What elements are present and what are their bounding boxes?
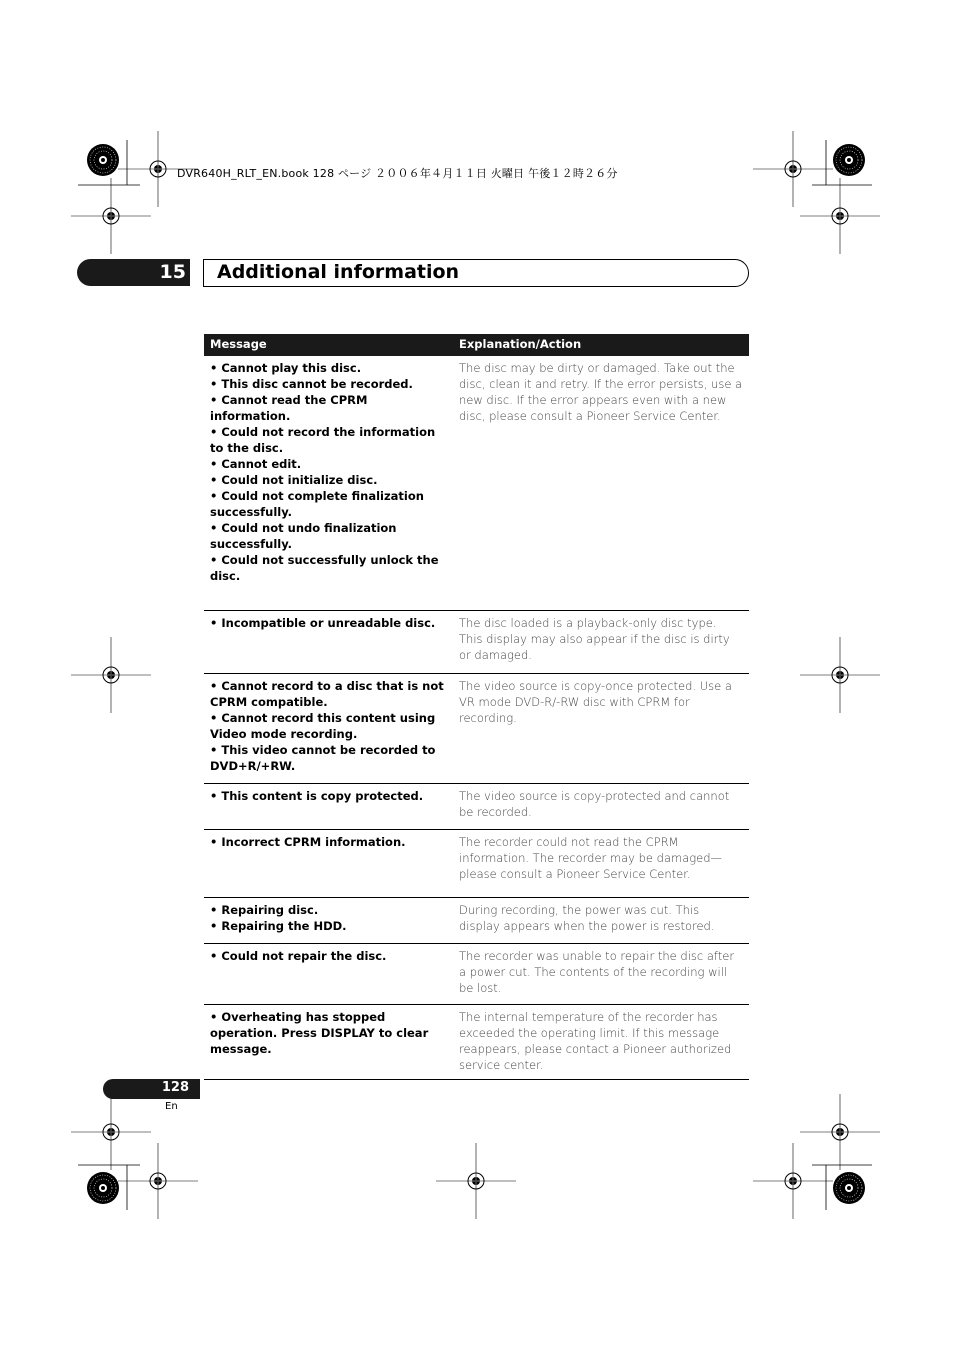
- message-text: • Cannot read the CPRM information.: [210, 393, 368, 423]
- message-text: • Could not successfully unlock the disc.: [210, 553, 439, 583]
- message-text: • Incorrect CPRM information.: [210, 835, 406, 849]
- explanation-cell: The video source is copy-protected and cannot be recorded.: [453, 784, 749, 830]
- chapter-number: 15: [159, 261, 186, 283]
- message-text: • Could not initialize disc.: [210, 473, 378, 487]
- message-text: • Repairing disc.: [210, 903, 319, 917]
- table-row: [204, 611, 749, 674]
- message-text: • This video cannot be recorded to DVD+R/+RW.: [210, 743, 436, 773]
- explanation-cell: The internal temperature of the recorder has exceeded the operating limit. If this message reappears, please contact a Pioneer authorized service center.: [453, 1005, 749, 1080]
- message-cell: [204, 898, 453, 944]
- chapter-tab: [77, 259, 190, 286]
- table-row: [204, 784, 749, 830]
- column-header-message: Message: [204, 334, 453, 356]
- message-text: • This disc cannot be recorded.: [210, 377, 413, 391]
- message-text: • Could not repair the disc.: [210, 949, 387, 963]
- message-cell: [204, 611, 453, 674]
- message-cell: [204, 830, 453, 898]
- message-text: • Cannot record to a disc that is not CPRM compatible.: [210, 679, 444, 709]
- explanation-cell: The recorder could not read the CPRM information. The recorder may be damaged—please consult a Pioneer Service Center.: [453, 830, 749, 898]
- message-cell: [204, 356, 453, 611]
- table-row: [204, 1005, 749, 1080]
- explanation-cell: During recording, the power was cut. This display appears when the power is restored.: [453, 898, 749, 944]
- message-text: • Could not record the information to the disc.: [210, 425, 436, 455]
- page-number-badge: [103, 1079, 200, 1099]
- explanation-cell: The disc may be dirty or damaged. Take out the disc, clean it and retry. If the error persists, use a new disc. If the error appears even with a new disc, please consult a Pioneer Service Center.: [453, 356, 749, 611]
- chapter-title: Additional information: [217, 261, 460, 283]
- column-header-explanation: Explanation/Action: [453, 334, 749, 356]
- message-text: • Cannot edit.: [210, 457, 302, 471]
- message-text: • Incompatible or unreadable disc.: [210, 616, 436, 630]
- book-header-line: DVR640H_RLT_EN.book 128 ページ ２００６年４月１１日 火曜日 午後１２時２６分: [177, 167, 618, 180]
- message-text: • Could not complete finalization successfully.: [210, 489, 424, 519]
- message-text: • Overheating has stopped operation. Press DISPLAY to clear message.: [210, 1010, 429, 1056]
- message-text: • Repairing the HDD.: [210, 919, 347, 933]
- explanation-cell: The disc loaded is a playback-only disc type. This display may also appear if the disc is dirty or damaged.: [453, 611, 749, 674]
- message-text: • Could not undo finalization successfully.: [210, 521, 397, 551]
- message-cell: [204, 1005, 453, 1080]
- table-row: [204, 898, 749, 944]
- explanation-cell: The recorder was unable to repair the disc after a power cut. The contents of the recording will be lost.: [453, 944, 749, 1005]
- table-row: [204, 674, 749, 784]
- table-row: [204, 830, 749, 898]
- message-cell: [204, 674, 453, 784]
- message-table: [204, 334, 749, 1080]
- message-text: • This content is copy protected.: [210, 789, 424, 803]
- table-row: [204, 944, 749, 1005]
- explanation-cell: The video source is copy-once protected. Use a VR mode DVD-R/-RW disc with CPRM for recording.: [453, 674, 749, 784]
- message-text: • Cannot play this disc.: [210, 361, 362, 375]
- table-row: [204, 356, 749, 611]
- message-text: • Cannot record this content using Video mode recording.: [210, 711, 436, 741]
- chapter-title-box: [203, 259, 749, 287]
- message-cell: [204, 944, 453, 1005]
- page-number: 128: [161, 1080, 189, 1095]
- message-cell: [204, 784, 453, 830]
- table-header-row: [204, 334, 749, 356]
- language-code: En: [165, 1101, 178, 1112]
